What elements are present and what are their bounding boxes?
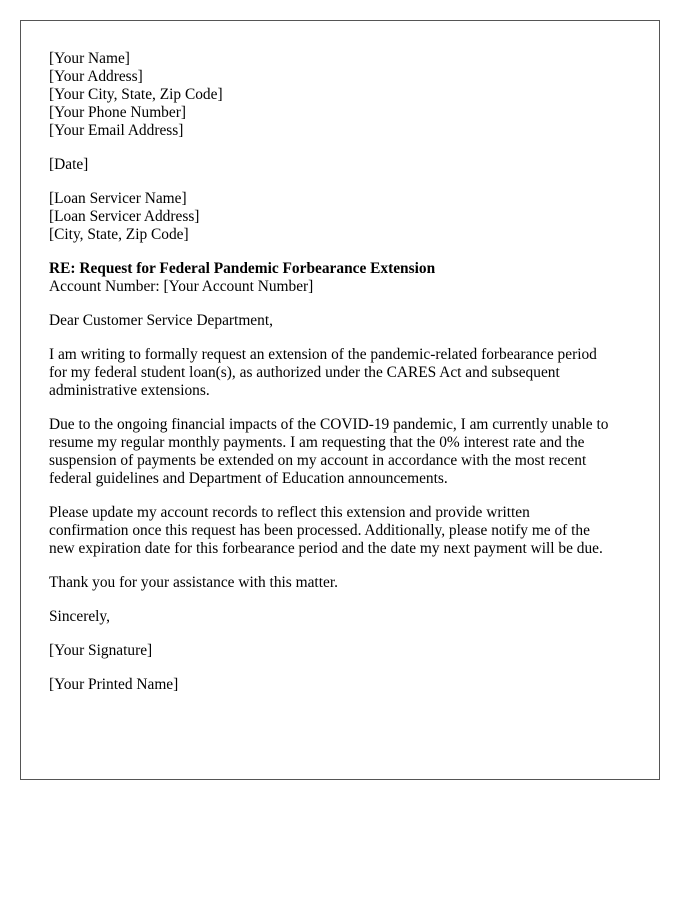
body-paragraph-1 (49, 346, 631, 400)
account-number-line: Account Number: [Your Account Number] (49, 278, 314, 295)
body-paragraph-3 (49, 504, 631, 558)
printed-name-block (49, 676, 631, 694)
paragraph-line: resume my regular monthly payments. I am requesting that the 0% interest rate and the (49, 434, 585, 451)
signature-block (49, 642, 631, 660)
sender-phone: [Your Phone Number] (49, 104, 186, 121)
letter-page (20, 20, 660, 780)
recipient-address: [Loan Servicer Address] (49, 208, 200, 225)
printed-name: [Your Printed Name] (49, 676, 179, 693)
body-paragraph-4 (49, 574, 631, 592)
paragraph-line: Thank you for your assistance with this matter. (49, 574, 338, 591)
paragraph-line: Due to the ongoing financial impacts of the COVID-19 pandemic, I am currently unable to (49, 416, 609, 433)
recipient-name: [Loan Servicer Name] (49, 190, 187, 207)
paragraph-line: I am writing to formally request an extension of the pandemic-related forbearance period (49, 346, 597, 363)
closing: Sincerely, (49, 608, 110, 625)
paragraph-line: new expiration date for this forbearance period and the date my next payment will be due. (49, 540, 603, 557)
sender-block (49, 50, 631, 140)
subject-re-line: RE: Request for Federal Pandemic Forbearance Extension (49, 260, 436, 277)
sender-address: [Your Address] (49, 68, 143, 85)
sender-city-state-zip: [Your City, State, Zip Code] (49, 86, 223, 103)
subject-block (49, 260, 631, 296)
sender-email: [Your Email Address] (49, 122, 184, 139)
paragraph-line: federal guidelines and Department of Education announcements. (49, 470, 448, 487)
paragraph-line: for my federal student loan(s), as authorized under the CARES Act and subsequent (49, 364, 560, 381)
date-block (49, 156, 631, 174)
recipient-city-state-zip: [City, State, Zip Code] (49, 226, 189, 243)
paragraph-line: suspension of payments be extended on my account in accordance with the most recent (49, 452, 587, 469)
body-paragraphs (49, 346, 631, 592)
paragraph-line: confirmation once this request has been processed. Additionally, please notify me of the (49, 522, 590, 539)
body-paragraph-2 (49, 416, 631, 488)
sender-name: [Your Name] (49, 50, 130, 67)
salutation-block (49, 312, 631, 330)
signature: [Your Signature] (49, 642, 153, 659)
closing-block (49, 608, 631, 626)
recipient-block (49, 190, 631, 244)
paragraph-line: administrative extensions. (49, 382, 210, 399)
letter-date: [Date] (49, 156, 89, 173)
salutation: Dear Customer Service Department, (49, 312, 273, 329)
paragraph-line: Please update my account records to reflect this extension and provide written (49, 504, 530, 521)
